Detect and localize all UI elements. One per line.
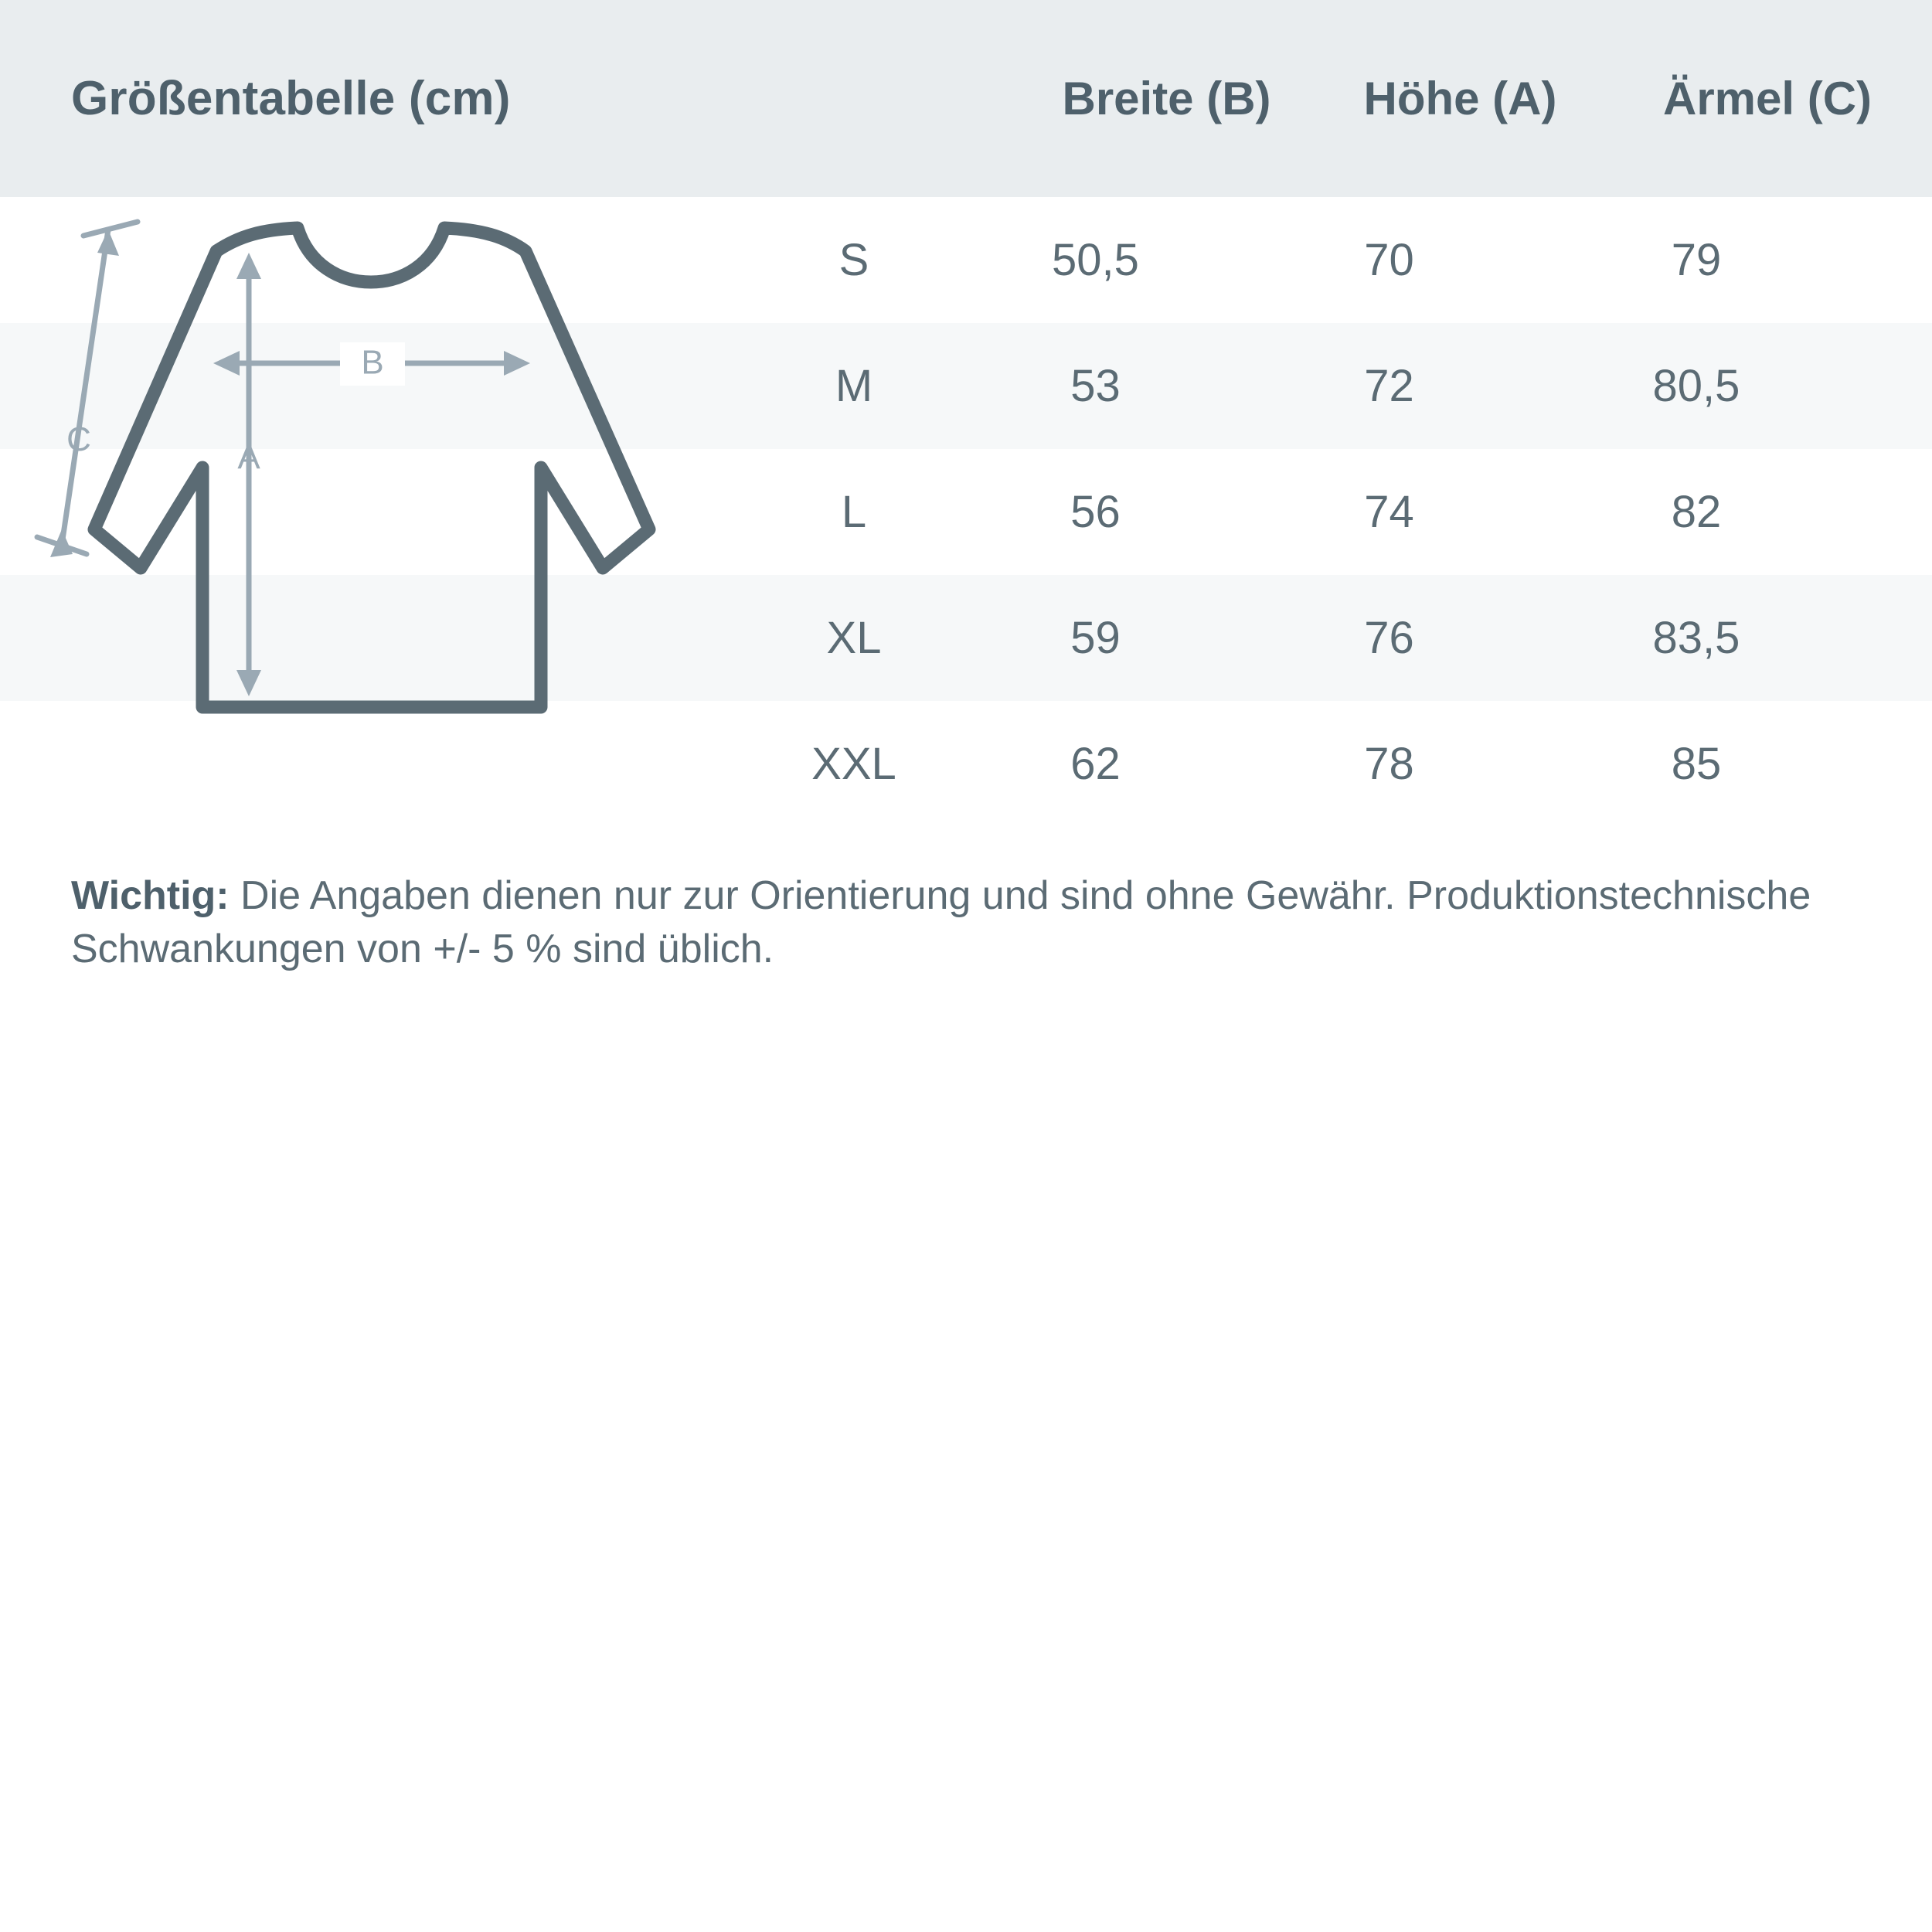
- cell-size: L: [841, 487, 867, 537]
- table-row: [757, 701, 1903, 827]
- a-arrow-top-icon: [236, 253, 261, 279]
- b-arrow-right-icon: [504, 351, 530, 376]
- cell-hoehe: 70: [1364, 235, 1414, 285]
- cell-size: XXL: [811, 739, 896, 789]
- cell-hoehe: 72: [1364, 361, 1414, 411]
- cell-breite: 53: [1070, 361, 1121, 411]
- cell-aermel: 79: [1671, 235, 1722, 285]
- cell-aermel: 85: [1671, 739, 1722, 789]
- cell-aermel: 83,5: [1652, 613, 1740, 663]
- table-row: [757, 197, 1903, 323]
- table-header: [0, 0, 1932, 197]
- cell-breite: 56: [1070, 487, 1121, 537]
- cell-hoehe: 74: [1364, 487, 1414, 537]
- table-row: [757, 575, 1903, 701]
- disclaimer-text: Die Angaben dienen nur zur Orientierung und sind ohne Gewähr. Produktionstechnische Schwankungen von +/- 5 % sind üblich.: [71, 873, 1811, 971]
- cell-aermel: 80,5: [1652, 361, 1740, 411]
- table-row: [757, 449, 1903, 575]
- disclaimer-note: [0, 827, 1932, 975]
- table-row: [757, 323, 1903, 449]
- cell-hoehe: 76: [1364, 613, 1414, 663]
- cell-hoehe: 78: [1364, 739, 1414, 789]
- header-columns: [1022, 72, 1932, 125]
- column-header-aermel: Ärmel (C): [1662, 73, 1872, 124]
- cell-size: M: [835, 361, 873, 411]
- disclaimer-lead: Wichtig:: [71, 873, 230, 918]
- a-arrow-bottom-icon: [236, 670, 261, 696]
- chart-body: [0, 197, 1932, 827]
- a-label: A: [237, 438, 260, 477]
- cell-size: XL: [826, 613, 882, 663]
- cell-breite: 59: [1070, 613, 1121, 663]
- b-arrow-left-icon: [213, 351, 240, 376]
- page-title: Größentabelle (cm): [71, 72, 511, 125]
- cell-aermel: 82: [1671, 487, 1722, 537]
- column-header-breite: Breite (B): [1062, 73, 1271, 124]
- cell-breite: 62: [1070, 739, 1121, 789]
- b-label: B: [361, 343, 384, 382]
- size-table: [757, 197, 1932, 827]
- c-label: C: [66, 420, 91, 458]
- cell-breite: 50,5: [1052, 235, 1139, 285]
- garment-diagram: [0, 197, 757, 827]
- sweater-outline-icon: [31, 205, 757, 746]
- cell-size: S: [838, 235, 869, 285]
- column-header-hoehe: Höhe (A): [1363, 73, 1557, 124]
